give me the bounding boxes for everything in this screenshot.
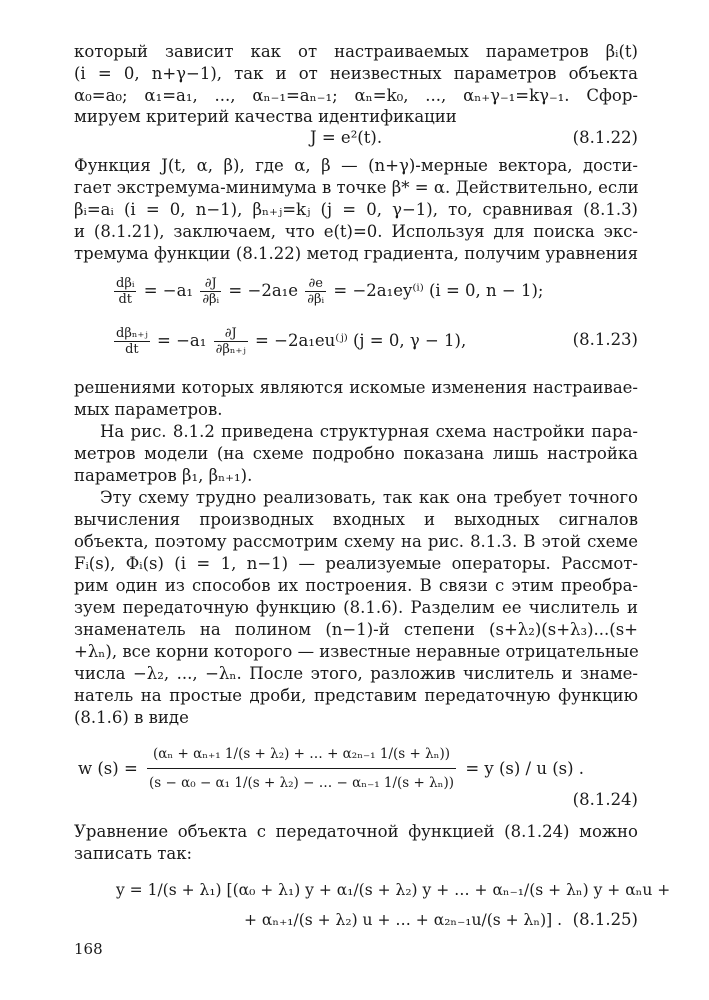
equation-8-1-25-line-2: + αₙ₊₁/(s + λ₂) u + … + α₂ₙ₋₁u/(s + λₙ)] . — [244, 911, 563, 929]
equation-number: (8.1.23) — [572, 330, 638, 349]
equation-number: (8.1.24) — [572, 790, 638, 809]
text-line: На рис. 8.1.2 приведена структурная схема настройки пара- — [100, 422, 638, 441]
text-line: βᵢ=aᵢ (i = 0, n−1), βₙ₊ⱼ=kⱼ (j = 0, γ−1), то, сравнивая (8.1.3) — [74, 200, 638, 219]
text-line: вычисления производных входных и выходных сигналов — [74, 510, 638, 529]
fraction: $\frac{\partial J}{\text{∂βᵢ}}$ — [202, 276, 220, 307]
equation-number: (8.1.22) — [572, 128, 638, 147]
text-line: мых параметров. — [74, 400, 223, 419]
text-line: рим один из способов их построения. В связи с этим преобра- — [74, 576, 638, 595]
text-line: α₀=a₀; α₁=a₁, ..., αₙ₋₁=aₙ₋₁; αₙ=k₀, ..., αₙ₊γ₋₁=kγ₋₁. Сфор- — [74, 86, 638, 105]
text-line: Эту схему трудно реализовать, так как она требует точного — [100, 488, 638, 507]
fraction: $\frac{\text{dβₙ₊ⱼ}}{dt}$ — [116, 326, 148, 357]
equation-8-1-23-line-2: $\frac{\text{dβₙ₊ⱼ}}{dt}$ = −a₁ $\frac{\partial J}{\text{∂βₙ₊ⱼ}}$ = −2a₁eu⁽ʲ⁾ (j = 0, γ − 1), — [116, 326, 467, 357]
text-line: записать так: — [74, 844, 193, 863]
text-line: знаменатель на полином (n−1)-й степени (s+λ₂)(s+λ₃)...(s+ — [74, 620, 638, 639]
equation-number: (8.1.25) — [572, 910, 638, 929]
equation-8-1-24: w (s) = $\frac{\text{(αₙ + αₙ₊₁ 1/(s + λ₂) + … + α₂ₙ₋₁ 1/(s + λₙ))}}{\text{(s − α₀ − α₁ 1/(s + λ₂) − … − αₙ₋₁ 1/(s + λₙ))}}$ = y (s) / u (s) . — [78, 740, 584, 797]
text-line: (i = 0, n+γ−1), так и от неизвестных параметров объекта — [74, 64, 638, 83]
text-line: мируем критерий качества идентификации — [74, 107, 457, 126]
text-line: Функция J(t, α, β), где α, β — (n+γ)-мерные вектора, дости- — [74, 156, 638, 175]
transfer-function-fraction: $\frac{\text{(αₙ + αₙ₊₁ 1/(s + λ₂) + … + α₂ₙ₋₁ 1/(s + λₙ))}}{\text{(s − α₀ − α₁ 1/(s + λ₂) − … − αₙ₋₁ 1/(s + λₙ))}}$ — [147, 740, 456, 797]
text-line: метров модели (на схеме подробно показана лишь настройка — [74, 444, 638, 463]
text-line: тремума функции (8.1.22) метод градиента, получим уравнения — [74, 244, 638, 263]
text-line: решениями которых являются искомые изменения настраивае- — [74, 378, 638, 397]
equation-8-1-23-line-1: $\frac{\text{dβᵢ}}{dt}$ = −a₁ $\frac{\partial J}{\text{∂βᵢ}}$ = −2a₁e $\frac{\partial e}{\text{∂βᵢ}}$ = −2a₁ey⁽ⁱ⁾ (i = 0, n − 1); — [116, 276, 544, 307]
text-line: параметров β₁, βₙ₊₁). — [74, 466, 253, 485]
text-line: и (8.1.21), заключаем, что e(t)=0. Используя для поиска экс- — [74, 222, 638, 241]
text-line: (8.1.6) в виде — [74, 708, 189, 727]
text-line: который зависит как от настраиваемых параметров βᵢ(t) — [74, 42, 638, 61]
text-line: числа −λ₂, ..., −λₙ. После этого, разложив числитель и знаме- — [74, 664, 638, 683]
text-line: Fᵢ(s), Φᵢ(s) (i = 1, n−1) — реализуемые операторы. Рассмот- — [74, 554, 638, 573]
fraction: $\frac{\partial e}{\text{∂βᵢ}}$ — [307, 276, 325, 307]
fraction: $\frac{\text{dβᵢ}}{dt}$ — [116, 276, 135, 307]
equation-8-1-25-line-1: y = 1/(s + λ₁) [(α₀ + λ₁) y + α₁/(s + λ₂) y + … + αₙ₋₁/(s + λₙ) y + αₙu + — [116, 881, 671, 899]
text-line: объекта, поэтому рассмотрим схему на рис. 8.1.3. В этой схеме — [74, 532, 638, 551]
equation-8-1-22: J = e²(t). — [310, 128, 383, 147]
fraction: $\frac{\partial J}{\text{∂βₙ₊ⱼ}}$ — [215, 326, 246, 357]
text-line: Уравнение объекта с передаточной функцией (8.1.24) можно — [74, 822, 638, 841]
page-number: 168 — [74, 940, 103, 958]
text-line: +λₙ), все корни которого — известные неравные отрицательные — [74, 642, 639, 661]
text-line: гает экстремума-минимума в точке β* = α. Действительно, если — [74, 178, 639, 197]
text-line: зуем передаточную функцию (8.1.6). Разделим ее числитель и — [74, 598, 638, 617]
text-line: натель на простые дроби, представим передаточную функцию — [74, 686, 638, 705]
